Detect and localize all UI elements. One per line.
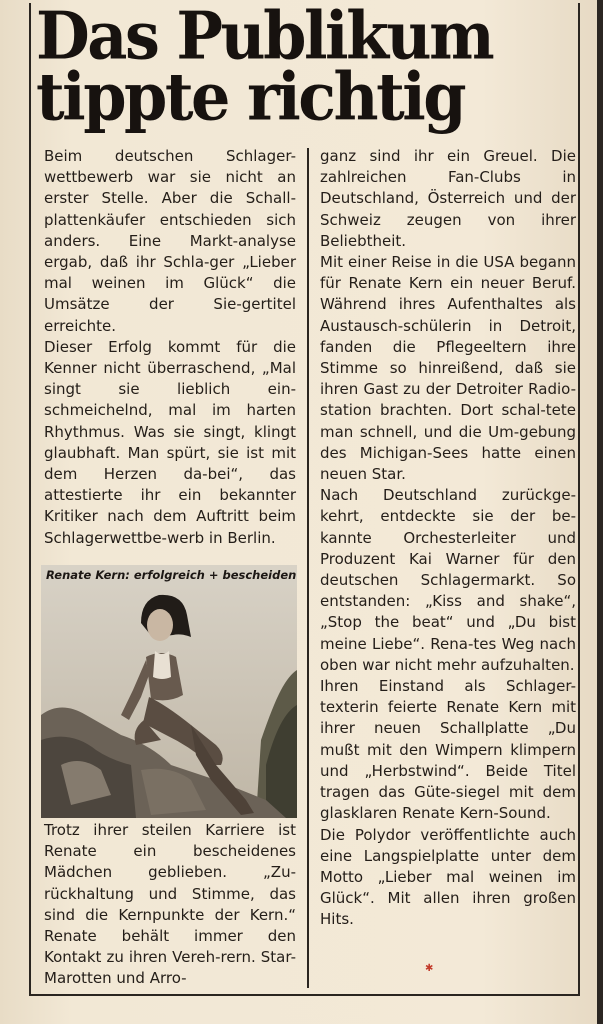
column-divider [307,148,309,988]
paragraph: Die Polydor veröffentlichte auch eine Langspielplatte unter dem Motto „Lieber mal weinen im Glück“. Mit allen ihren großen Hits. [320,825,576,929]
headline-line-2: tippte richtig [36,58,465,136]
paragraph: Mit einer Reise in die USA begann für Renate Kern ein neuer Beruf. Während ihres Aufenthaltes als Austausch-schülerin in Detroit, fanden die Pflegeeltern ihre Stimme so hinreißend, daß sie ihren Gast zu der Detroiter Radio-station brachten. Dort schal-tete man schnell, und die Um-gebung des Michigan-Sees hatte einen neuen Star. [320,253,576,484]
paragraph: Nach Deutschland zurückge-kehrt, entdeckte sie der be-kannte Orchesterleiter und Produzent Kai Warner für den deutschen Schlagermarkt. So entstanden: „Kiss and shake“, „Stop the beat“ und „Du bist meine Liebe“. Rena-tes Weg nach oben war nicht mehr aufzuhalten. [320,486,576,674]
left-column-top [44,146,296,549]
paragraph: Trotz ihrer steilen Karriere ist Renate ein bescheidenes Mädchen geblieben. „Zu-rückhaltung und Stimme, das sind die Kernpunkte der Kern.“ Renate behält immer den Kontakt zu ihren Vereh-rern. Star-Marotten und Arro- [44,821,296,988]
paragraph: Ihren Einstand als Schlager-texterin feierte Renate Kern mit ihrer neuen Schallplatte „Du mußt mit den Wimpern klimpern und „Herbstwind“. Beide Titel tragen das Güte-siegel mit dem glasklaren Renate Kern-Sound. [320,677,576,823]
left-column-bottom [44,820,296,990]
article-headline [36,0,576,136]
paragraph: Dieser Erfolg kommt für die Kenner nicht überraschend, „Mal singt sie lieblich ein-schmeichelnd, mal im harten Rhythmus. Was sie singt, klingt glaubhaft. Man spürt, sie ist mit dem Herzen da-bei“, das attestierte ihr ein bekannter Kritiker nach dem Auftritt beim Schlagerwettbe-werb in Berlin. [44,337,296,547]
red-pen-mark: ✱ [425,963,434,974]
paragraph: ganz sind ihr ein Greuel. Die zahlreichen Fan-Clubs in Deutschland, Österreich und der Schweiz zeugen von ihrer Beliebtheit. [320,147,576,250]
paragraph: Beim deutschen Schlager-wettbewerb war sie nicht an erster Stelle. Aber die Schall-plattenkäufer entschieden sich anders. Eine Markt-analyse ergab, daß ihr Schla-ger „Lieber mal weinen im Glück“ die Umsätze der Sie-gertitel erreichte. [44,147,296,335]
photo-caption: Renate Kern: erfolgreich + bescheiden [46,568,297,582]
article-photo [41,565,297,818]
right-column [320,146,576,931]
page-edge [597,0,603,1024]
headline-line-1: Das Publikum [36,0,493,75]
singer-photo [41,565,297,818]
